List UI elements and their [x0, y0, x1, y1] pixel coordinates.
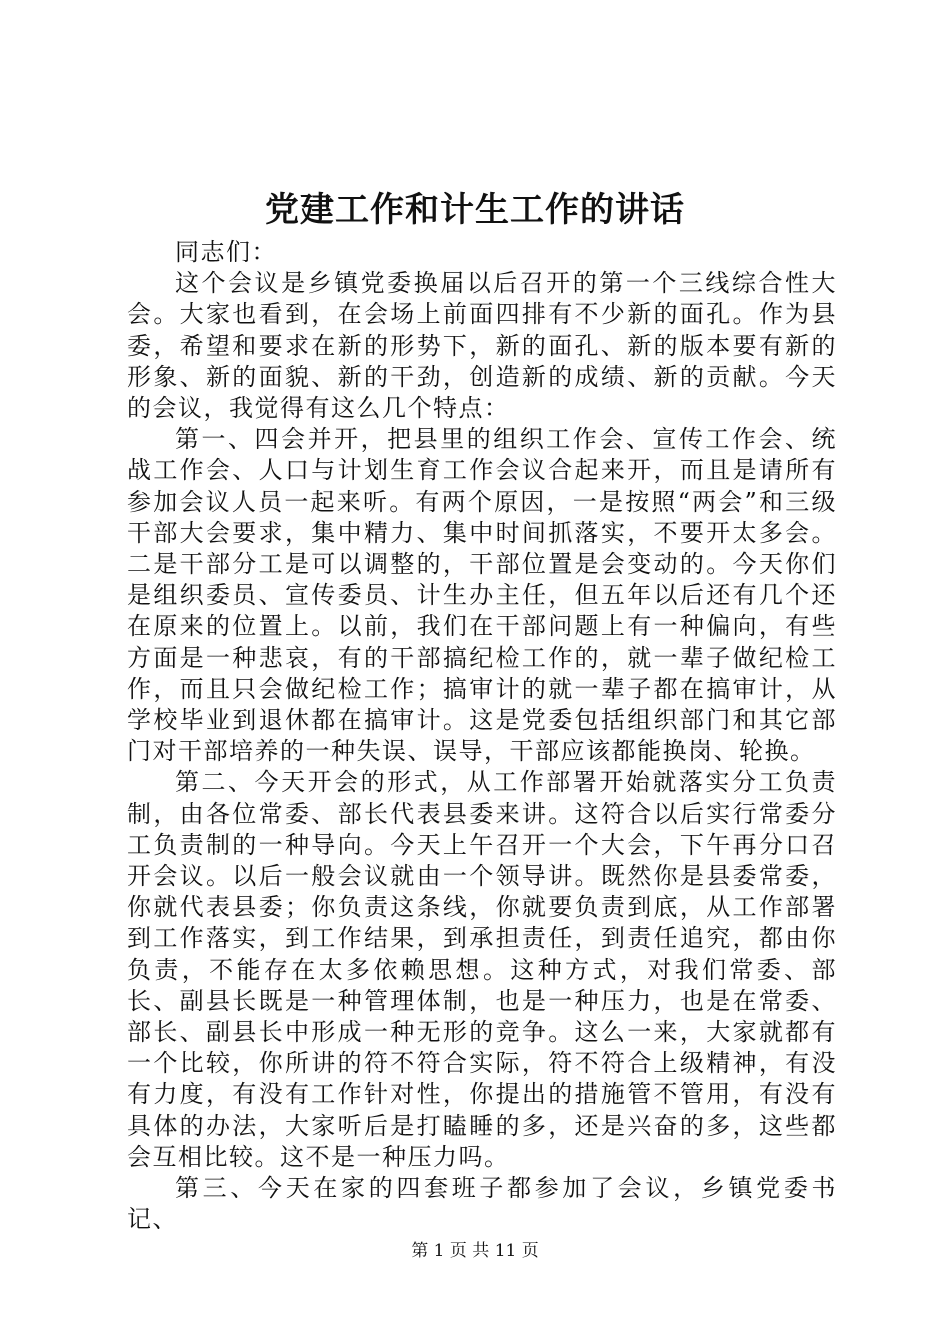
document-title: 党建工作和计生工作的讲话	[265, 190, 685, 230]
paragraph-second-point: 第二、今天开会的形式，从工作部署开始就落实分工负责制，由各位常委、部长代表县委来讲。这符合以后实行常委分工负责制的一种导向。今天上午召开一个大会，下午再分口召开会议。以后一般会议就由一个领导讲。既然你是县委常委，你就代表县委；你负责这条线，你就要负责到底，从工作部署到工作落实，到工作结果，到承担责任，到责任追究，都由你负责，不能存在太多依赖思想。这种方式，对我们常委、部长、副县长既是一种管理体制，也是一种压力，也是在常委、部长、副县长中形成一种无形的竞争。这么一来，大家就都有一个比较，你所讲的符不符合实际，符不符合上级精神，有没有力度，有没有工作针对性，你提出的措施管不管用，有没有具体的办法，大家听后是打瞌睡的多，还是兴奋的多，这些都会互相比较。这不是一种压力吗。	[127, 768, 837, 1171]
document-body	[127, 237, 837, 1236]
paragraph-first-point: 第一、四会并开，把县里的组织工作会、宣传工作会、统战工作会、人口与计划生育工作会议合起来开，而且是请所有参加会议人员一起来听。有两个原因，一是按照“两会”和三级干部大会要求，集中精力、集中时间抓落实，不要开太多会。二是干部分工是可以调整的，干部位置是会变动的。今天你们是组织委员、宣传委员、计生办主任，但五年以后还有几个还在原来的位置上。以前，我们在干部问题上有一种偏向，有些方面是一种悲哀，有的干部搞纪检工作的，就一辈子做纪检工作，而且只会做纪检工作；搞审计的就一辈子都在搞审计，从学校毕业到退休都在搞审计。这是党委包括组织部门和其它部门对干部培养的一种失误、误导，干部应该都能换岗、轮换。	[127, 425, 837, 766]
paragraph-third-point: 第三、今天在家的四套班子都参加了会议，乡镇党委书记、	[127, 1174, 837, 1234]
page-number-footer: 第 1 页 共 11 页	[411, 1241, 539, 1261]
paragraph-intro: 这个会议是乡镇党委换届以后召开的第一个三线综合性大会。大家也看到，在会场上前面四排有不少新的面孔。作为县委，希望和要求在新的形势下，新的面孔、新的版本要有新的形象、新的面貌、新的干劲，创造新的成绩、新的贡献。今天的会议，我觉得有这么几个特点：	[127, 269, 837, 423]
greeting: 同志们：	[175, 238, 277, 266]
